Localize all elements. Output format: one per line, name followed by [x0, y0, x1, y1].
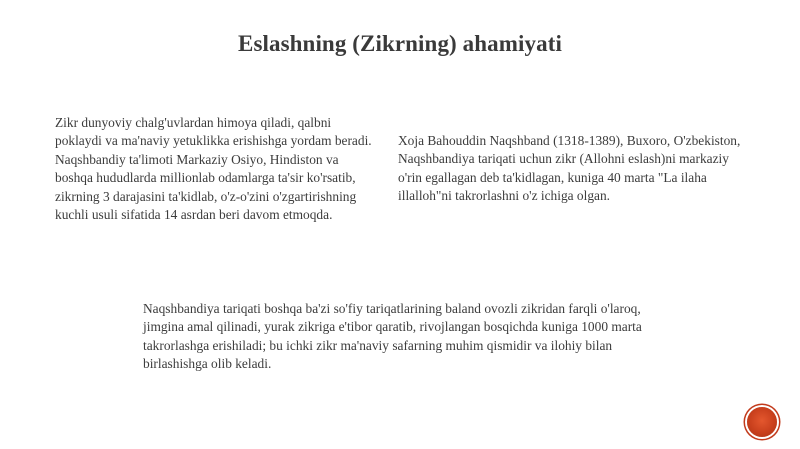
next-slide-circle-icon[interactable] — [747, 407, 777, 437]
paragraph-right: Xoja Bahouddin Naqshband (1318-1389), Buxoro, O'zbekiston, Naqshbandiya tariqati uchun zikr (Allohni eslash)ni markaziy o'rin egallagan deb ta'kidlagan, kuniga 40 marta "La ilaha illalloh"ni takrorlashni o'z ichiga olgan. — [398, 133, 741, 204]
slide-title: Eslashning (Zikrning) ahamiyati — [238, 31, 562, 56]
paragraph-bottom: Naqshbandiya tariqati boshqa ba'zi so'fiy tariqatlarining baland ovozli zikridan farqli o'laroq, jimgina amal qilinadi, yurak zikriga e'tibor qaratib, rivojlangan bosqichda kuniga 1000 marta takrorlashga erishiladi; bu ichki zikr ma'naviy safarning muhim qismidir va ilohiy bilan birlashishga olib keladi. — [143, 301, 642, 372]
paragraph-left: Zikr dunyoviy chalg'uvlardan himoya qiladi, qalbni poklaydi va ma'naviy yetuklikka erishishga yordam beradi. Naqshbandiy ta'limoti Markaziy Osiyo, Hindiston va boshqa hududlarda millionlab odamlarga ta'sir ko'rsatib, zikrning 3 darajasini ta'kidlab, o'z-o'zini o'zgartirishning kuchli usuli sifatida 14 asrdan beri davom etmoqda. — [55, 115, 372, 223]
